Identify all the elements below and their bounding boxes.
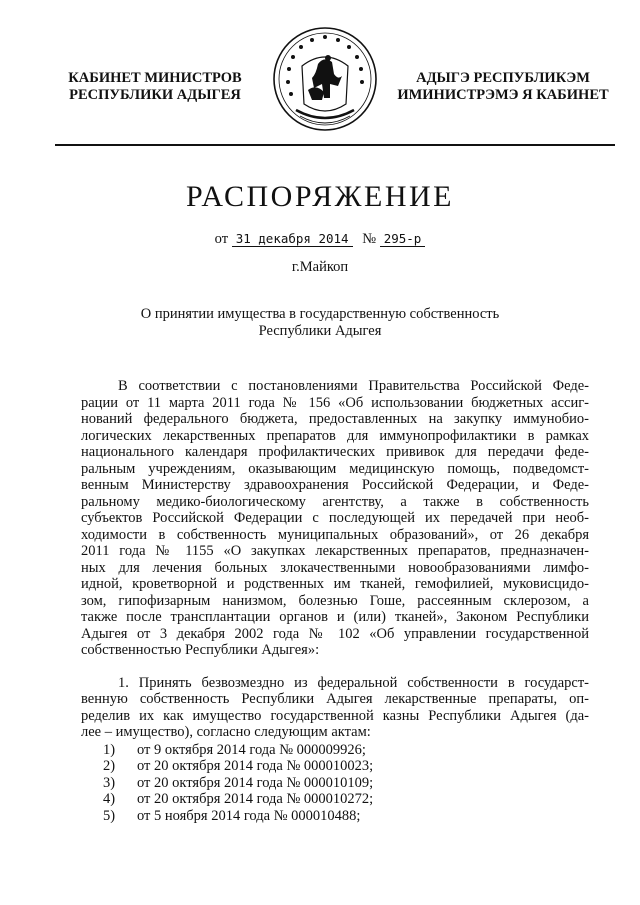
act-text: от 5 ноября 2014 года № 000010488; [137, 807, 361, 824]
paragraph-line: Адыгея от 3 декабря 2002 года № 102 «Об управлении государственной [81, 625, 589, 642]
paragraph-line: 2011 года № 1155 «О закупках лекарственных препаратов, предназначен- [81, 543, 589, 559]
paragraph-line: лее – имущество), согласно следующим актам: [81, 724, 371, 740]
number-sign: № [362, 231, 377, 247]
paragraph-line: зом, гипофизарным нанизмом, болезнью Гоше, рассеянным склерозом, а [81, 592, 589, 609]
subject-line: Республики Адыгея [258, 323, 382, 339]
act-list-item [81, 791, 589, 808]
header-left-line: РЕСПУБЛИКИ АДЫГЕЯ [69, 87, 241, 103]
paragraph-line: субъектов Российской Федерации с последующей их передачей при необ- [81, 510, 589, 526]
act-text: от 20 октября 2014 года № 000010272; [137, 791, 374, 807]
paragraph-line: ных для лечения больных злокачественными новообразованиями лимфо- [81, 559, 589, 576]
paragraph-line: логических лекарственных препаратов для иммунопрофилактики в рамках [81, 427, 589, 444]
paragraph-line: собственностью Республики Адыгея»: [81, 642, 320, 658]
document-number: 295-р [380, 231, 426, 247]
document-body [81, 378, 589, 824]
paragraph-line: ходимости в собственность муниципальных образований», от 26 декабря [81, 526, 589, 543]
paragraph-item-1 [81, 675, 589, 741]
paragraph-line: венным Министерству здравоохранения Российской Федерации, и Феде- [81, 477, 589, 493]
paragraph-line: ральному медико-биологическому агентству, а также в собственность [81, 493, 589, 510]
city-name: г.Майкоп [291, 259, 349, 275]
paragraph-line: В соответствии с постановлениями Правительства Российской Феде- [118, 378, 589, 394]
paragraph-line: 1. Принять безвозмездно из федеральной собственности в государст- [118, 674, 589, 691]
act-list-item [81, 808, 589, 825]
header-left-block [60, 70, 250, 104]
act-number: 4) [103, 791, 116, 807]
paragraph-line: нований федерального бюджета, предоставленных на закупку иммунобио- [81, 411, 589, 427]
coat-of-arms-emblem [272, 26, 378, 132]
date-prefix: от [214, 231, 229, 247]
document-title: РАСПОРЯЖЕНИЕ [185, 180, 455, 213]
header-right-block [388, 70, 618, 104]
act-number: 2) [103, 758, 116, 774]
paragraph-line: также после трансплантации органов и (или) тканей», Законом Республики [81, 609, 589, 625]
header-right-line: АДЫГЭ РЕСПУБЛИКЭМ [416, 70, 590, 86]
header-divider [55, 144, 615, 146]
paragraph-line: национального календаря профилактических прививок для передачи феде- [81, 444, 589, 460]
act-text: от 20 октября 2014 года № 000010023; [137, 758, 374, 774]
paragraph-line: ределив их как имущество государственной казны Республики Адыгея (да- [81, 707, 589, 724]
act-text: от 20 октября 2014 года № 000010109; [137, 774, 374, 791]
act-list-item [81, 775, 589, 792]
paragraph-preamble [81, 378, 589, 659]
paragraph-line: ральным учреждениям, оказывающим медицинскую помощь, подведомст- [81, 460, 589, 477]
act-number: 1) [103, 741, 116, 758]
subject-line: О принятии имущества в государственную собственность [140, 306, 500, 322]
paragraph-line: рации от 11 марта 2011 года № 156 «Об использовании бюджетных ассиг- [81, 394, 589, 411]
act-number: 3) [103, 774, 116, 791]
header-right-line: ИМИНИСТРЭМЭ Я КАБИНЕТ [397, 87, 609, 103]
document-date: 31 декабря 2014 [232, 231, 353, 247]
paragraph-line: венную собственность Республики Адыгея лекарственные препараты, оп- [81, 691, 589, 707]
act-list-item [81, 758, 589, 775]
acts-list [81, 742, 589, 825]
date-line [0, 231, 640, 248]
paragraph-line: идной, кроветворной и родственных им тканей, гемофилией, муковисцидо- [81, 576, 589, 592]
act-number: 5) [103, 807, 116, 824]
document-subject [0, 306, 640, 340]
act-list-item [81, 742, 589, 759]
act-text: от 9 октября 2014 года № 000009926; [137, 741, 366, 758]
header-left-line: КАБИНЕТ МИНИСТРОВ [68, 70, 242, 86]
